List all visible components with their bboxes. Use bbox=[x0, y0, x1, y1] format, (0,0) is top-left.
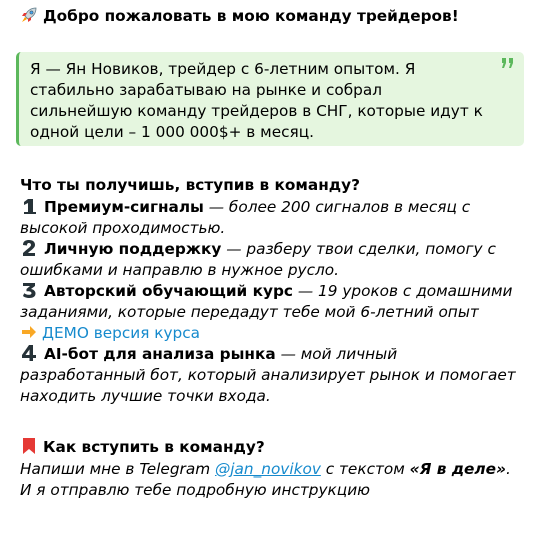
keycap-4-icon bbox=[20, 344, 38, 362]
benefits-list bbox=[20, 197, 520, 407]
join-phrase: «Я в деле» bbox=[409, 460, 506, 478]
blockquote bbox=[16, 52, 524, 146]
demo-course-link[interactable]: ДЕМО версия курса bbox=[42, 324, 201, 342]
svg-text:4: 4 bbox=[29, 358, 30, 359]
svg-text:1: 1 bbox=[29, 211, 30, 212]
telegram-username-link[interactable]: @jan_novikov bbox=[214, 460, 321, 478]
svg-text:3: 3 bbox=[29, 295, 30, 296]
join-text-middle: с текстом bbox=[320, 460, 410, 478]
headline-text: Добро пожаловать в мою команду трейдеров! bbox=[43, 7, 459, 25]
demo-link-row bbox=[20, 323, 520, 344]
benefits-title: Что ты получишь, вступив в команду? bbox=[20, 176, 360, 194]
benefit-title: Личную поддержку bbox=[44, 240, 222, 258]
join-instructions bbox=[20, 459, 520, 501]
benefit-title: AI-бот для анализа рынка bbox=[44, 345, 276, 363]
quote-mark-icon bbox=[501, 57, 515, 69]
join-text-after: . И я отправлю тебе подробную инструкцию bbox=[20, 460, 511, 499]
rocket-icon bbox=[20, 6, 38, 24]
benefit-title: Авторский обучающий курс bbox=[44, 282, 293, 300]
benefit-title: Премиум-сигналы bbox=[44, 198, 204, 216]
join-text-before: Напиши мне в Telegram bbox=[20, 460, 215, 478]
join-title bbox=[20, 437, 265, 458]
svg-text:2: 2 bbox=[29, 253, 30, 254]
benefit-description: — мой личный разработанный бот, который анализирует рынок и помогает находить лучшие точки входа. bbox=[20, 345, 516, 405]
arrow-right-icon bbox=[20, 323, 38, 341]
benefit-item-support bbox=[20, 239, 520, 281]
keycap-1-icon bbox=[20, 197, 38, 215]
benefit-description: — разберу твои сделки, помогу с ошибками и направлю в нужное русло. bbox=[20, 240, 496, 279]
benefit-description: — 19 уроков с домашними заданиями, которые передадут тебе мой 6-летний опыт bbox=[20, 282, 513, 321]
benefit-item-ai-bot bbox=[20, 344, 520, 407]
bookmark-icon bbox=[20, 437, 38, 455]
join-title-text: Как вступить в команду? bbox=[43, 438, 265, 456]
benefit-item-course bbox=[20, 281, 520, 323]
keycap-2-icon bbox=[20, 239, 38, 257]
benefit-item-signals bbox=[20, 197, 520, 239]
quote-text: Я — Ян Новиков, трейдер с 6-летним опытом. Я стабильно зарабатываю на рынке и собрал сильнейшую команду трейдеров в СНГ, которые идут к одной цели – 1 000 000$+ в месяц. bbox=[30, 60, 483, 141]
benefit-description: — более 200 сигналов в месяц с высокой проходимостью. bbox=[20, 198, 471, 237]
headline bbox=[20, 6, 459, 27]
keycap-3-icon bbox=[20, 281, 38, 299]
